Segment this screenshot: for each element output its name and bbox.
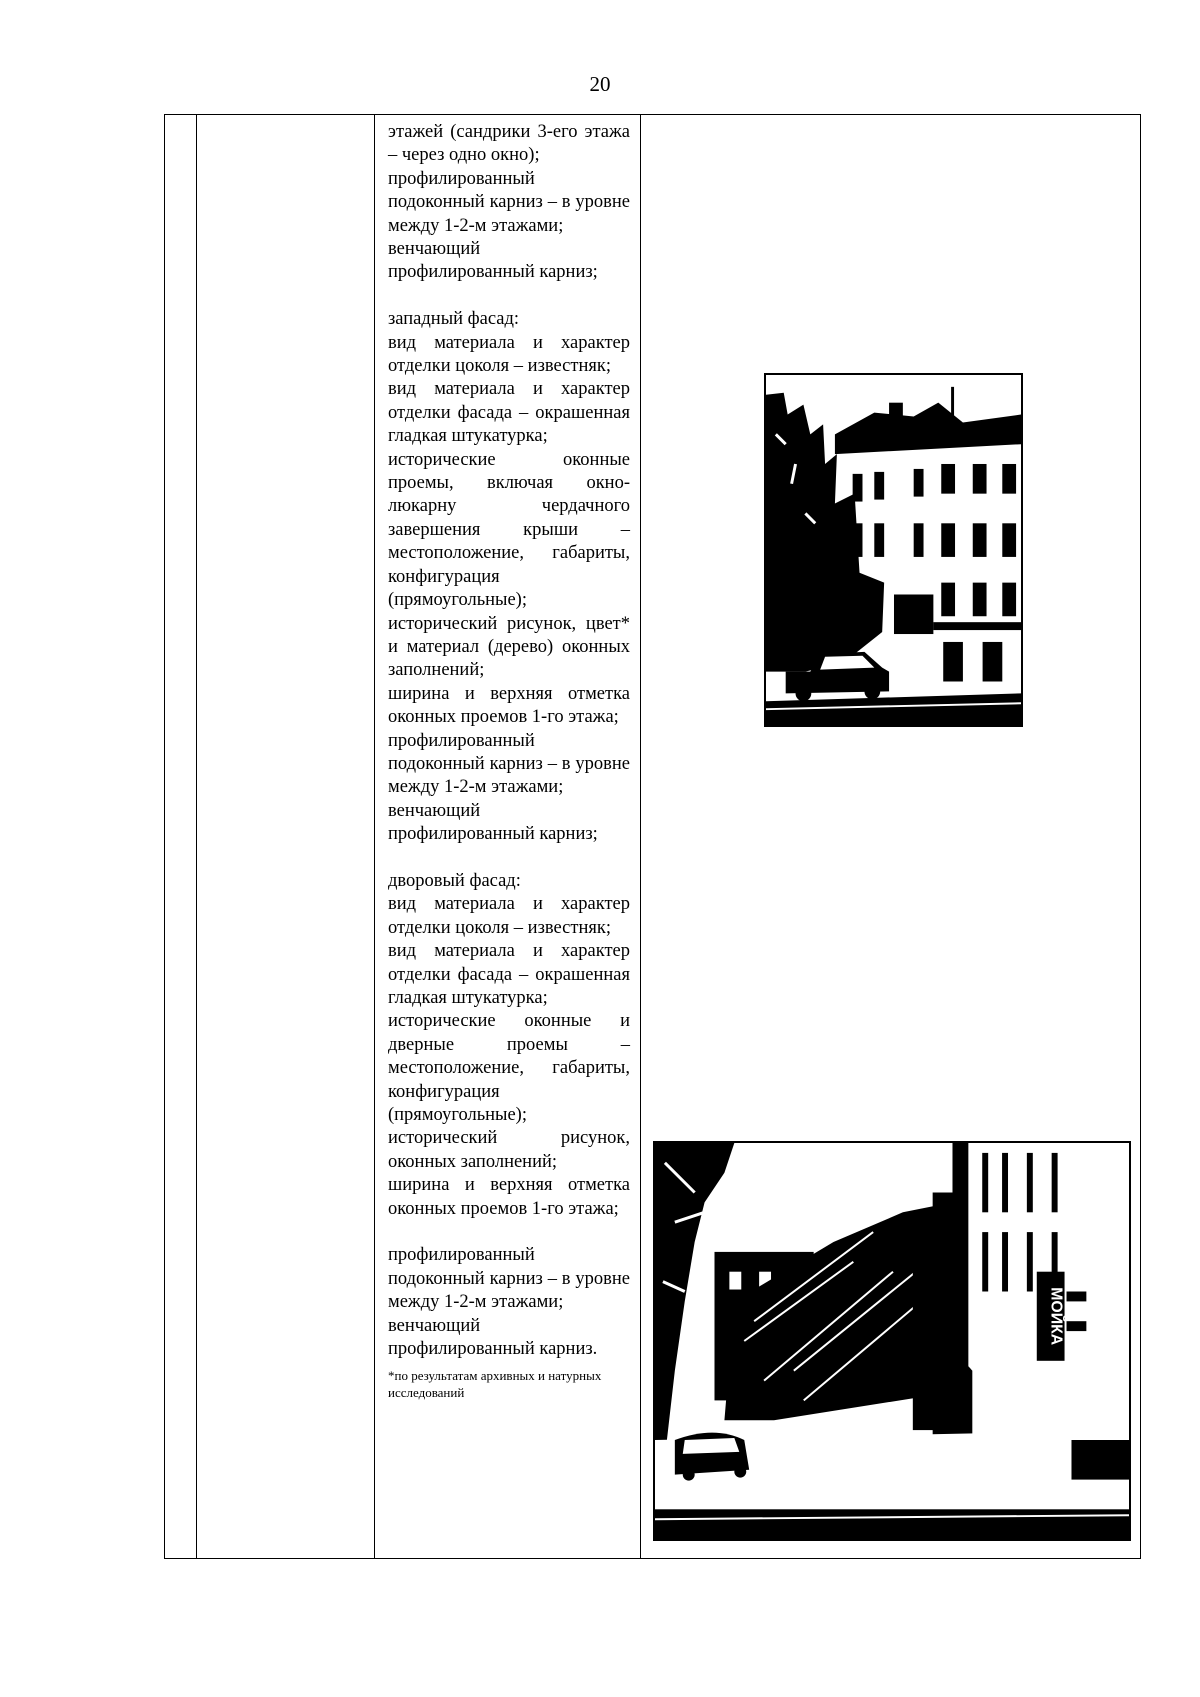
text-paragraph: вид материала и характер отделки фасада – окрашенная гладкая штукатурка; [388, 379, 630, 447]
text-paragraph: профилированный подоконный карниз – в уровне между 1-2-м этажами; [388, 1245, 630, 1313]
section-heading-courtyard-facade: дворовый фасад: [388, 870, 521, 891]
text-paragraph: ширина и верхняя отметка оконных проемов 1-го этажа; [388, 1175, 630, 1219]
street-photo-icon [655, 1143, 1129, 1539]
text-paragraph: венчающий профилированный карниз. [388, 1315, 598, 1360]
building-photo-icon [766, 375, 1021, 725]
protected-elements-text [388, 121, 630, 1414]
text-paragraph: профилированный подоконный карниз – в уровне между 1-2-м этажами; [388, 730, 630, 798]
text-paragraph: профилированный подоконный карниз – в уровне между 1-2-м этажами; [388, 168, 630, 236]
text-paragraph: ширина и верхняя отметка оконных проемов 1-го этажа; [388, 683, 630, 728]
text-paragraph: вид материала и характер отделки фасада – окрашенная гладкая штукатурка; [388, 941, 630, 1008]
text-paragraph: этажей (сандрики 3-его этажа – через одно окно); [388, 122, 630, 166]
courtyard-facade-photo [653, 1141, 1131, 1541]
text-paragraph: венчающий профилированный карниз; [388, 239, 598, 283]
shop-sign: МОЙКА [1047, 1287, 1065, 1346]
text-paragraph: вид материала и характер отделки цоколя – известняк; [388, 332, 630, 377]
document-table [164, 114, 1141, 1559]
column-divider-2 [374, 115, 375, 1558]
west-facade-photo [764, 373, 1023, 727]
text-paragraph: исторический рисунок, цвет* и материал (дерево) оконных заполнений; [388, 613, 630, 681]
column-divider-1 [196, 115, 197, 1558]
page-number: 20 [589, 72, 611, 96]
blank-line [388, 285, 630, 308]
footnote: *по результатам архивных и натурных исследований [388, 1368, 602, 1401]
blank-line [388, 847, 630, 870]
text-paragraph: исторический рисунок, оконных заполнений; [388, 1128, 630, 1172]
text-paragraph: венчающий профилированный карниз; [388, 800, 598, 845]
text-paragraph: вид материала и характер отделки цоколя – известняк; [388, 894, 630, 938]
section-heading-west-facade: западный фасад: [388, 309, 520, 330]
column-divider-3 [640, 115, 641, 1558]
blank-line [388, 1221, 630, 1244]
text-paragraph: исторические оконные и дверные проемы – местоположение, габариты, конфигурация (прямоугольные); [388, 1011, 630, 1126]
text-paragraph: исторические оконные проемы, включая окно-люкарну чердачного завершения крыши – местоположение, габариты, конфигурация (прямоугольные); [388, 449, 630, 611]
